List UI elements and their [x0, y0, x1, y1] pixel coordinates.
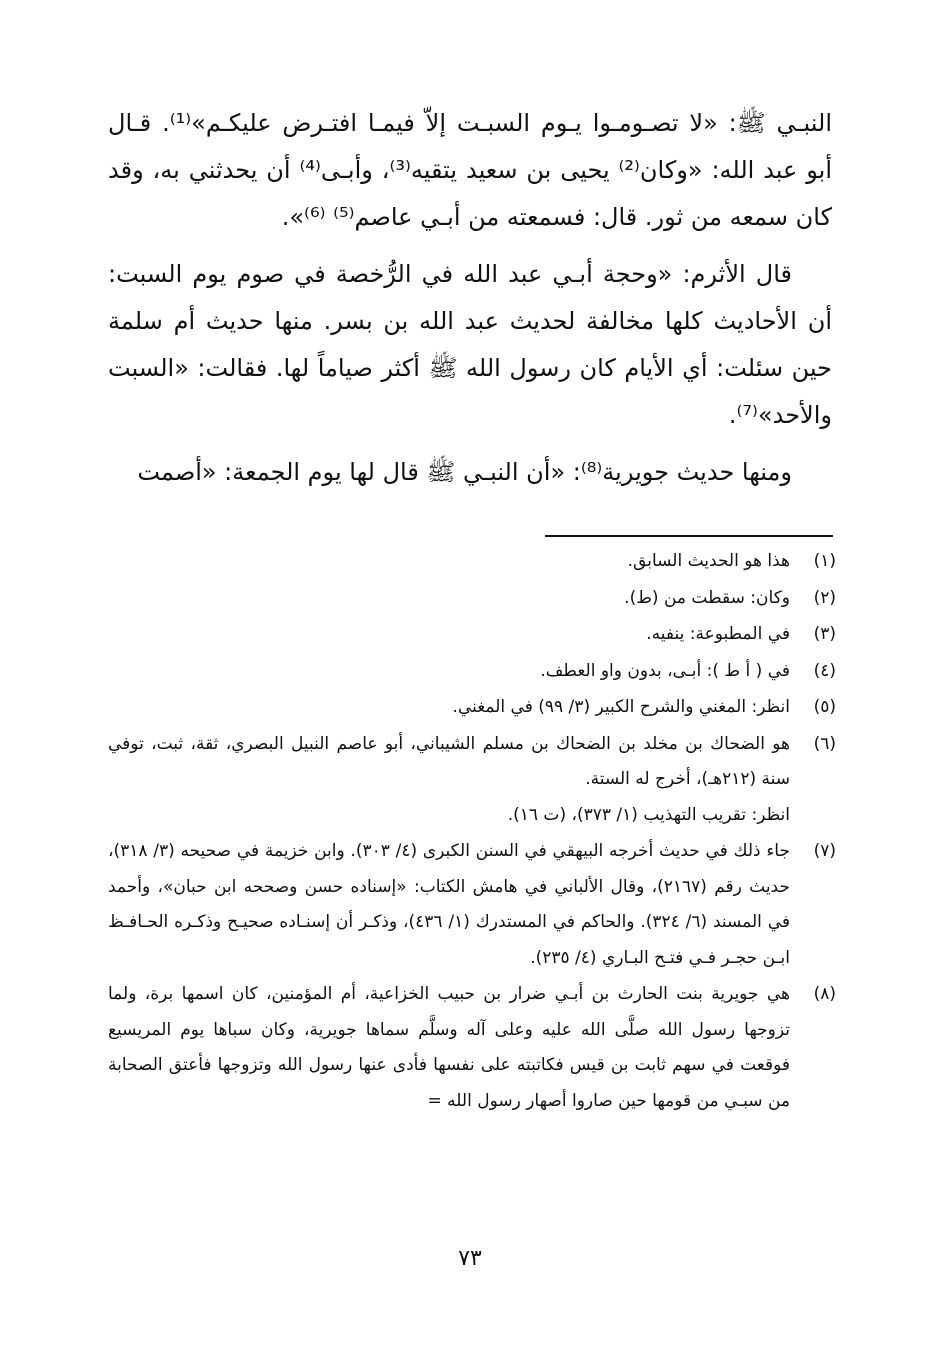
- footnote-text: [108, 617, 790, 653]
- footnote-number: (٢): [813, 587, 836, 608]
- page-number: ٧٣: [458, 1246, 482, 1271]
- footnote-line: هو الضحاك بن مخلد بن الضحاك بن مسلم الشيباني، أبو عاصم النبيل البصري، ثقة، ثبت، توفي سنة (٢١٢هـ)، أخرج له الستة.: [108, 733, 790, 789]
- footnote-text: [108, 727, 790, 834]
- footnote-number: (٣): [813, 624, 836, 644]
- footnote-number: (١): [813, 551, 836, 571]
- footnote-4: [108, 654, 836, 690]
- main-paragraph-1: النبـي ﷺ: «لا تصـومـوا يـوم السبـت إلاّ فيمـا افتـرض عليكـم»⁽¹⁾. قـال أبو عبد الله: «وكان⁽²⁾ يحيى بن سعيد يتقيه⁽³⁾، وأبـى⁽⁴⁾ أن يحدثني به، وقد كان سمعه من ثور. قال: فسمعته من أبـي عاصم⁽⁵⁾ ⁽⁶⁾».: [108, 109, 832, 231]
- footnote-line: جاء ذلك في حديث أخرجه البيهقي في السنن الكبرى (٤/ ٣٠٣). وابن خزيمة في صحيحه (٣/ ٣١٨)، حديث رقم (٢١٦٧)، وقال الألباني في هامش الكتاب: «إسناده حسن وصححه ابن حبان»، وأحمد في المسند (٦/ ٣٢٤). والحاكم في المستدرك (١/ ٤٣٦)، وذكـر أن إسنـاده صحيـح وذكـره الحـافـظ ابـن حجـر فـي فتـح البـاري (٤/ ٢٣٥).: [108, 841, 791, 968]
- footnote-text: [108, 977, 790, 1119]
- footnote-text: [108, 581, 790, 617]
- footnote-text: [108, 834, 790, 976]
- footnote-2: [108, 581, 836, 617]
- footnote-line: هي جويرية بنت الحارث بن أبـي ضرار بن حبيب الخزاعية، أم المؤمنين، كان اسمها برة، ولما تزوجها رسول الله صلَّى الله عليه وعلى آله وسلَّم سماها جويرية، وكان سباها يوم المريسيع فوقعت في سهم ثابت بن قيس فكاتبته على نفسها فأدى عنها رسول الله وتزوجها فأعتق الصحابة من سبـي من قومها حين صاروا أصهار رسول الله =: [108, 984, 790, 1111]
- footnote-line: في ( أ ط ): أبـى، بدون واو العطف.: [540, 660, 790, 681]
- footnote-6: [108, 727, 836, 834]
- footnote-1: [108, 544, 836, 580]
- footnote-7: [108, 834, 836, 976]
- footnote-line: وكان: سقطت من (ط).: [624, 587, 790, 608]
- footnote-line: في المطبوعة: ينفيه.: [646, 624, 790, 644]
- footnote-divider: [545, 535, 833, 537]
- footnote-number: (٦): [813, 733, 836, 754]
- footnote-number: (٥): [813, 697, 836, 717]
- footnote-number: (٤): [813, 660, 836, 681]
- main-text: [108, 100, 832, 496]
- footnote-number: (٨): [813, 984, 836, 1004]
- footnotes: [108, 544, 836, 1120]
- footnote-text: [108, 690, 790, 726]
- footnote-text: [108, 544, 790, 580]
- footnote-line: هذا هو الحديث السابق.: [627, 551, 790, 571]
- footnote-8: [108, 977, 836, 1119]
- footnote-number: (٧): [813, 841, 836, 861]
- footnote-3: [108, 617, 836, 653]
- footnote-text: [108, 654, 790, 690]
- footnote-5: [108, 690, 836, 726]
- footnote-line: انظر: المغني والشرح الكبير (٣/ ٩٩) في المغني.: [452, 697, 790, 717]
- main-paragraph-3: ومنها حديث جويرية⁽⁸⁾: «أن النبـي ﷺ قال لها يوم الجمعة: «أصمت: [137, 458, 792, 486]
- footnote-line: انظر: تقريب التهذيب (١/ ٣٧٣)، (ت ١٦).: [507, 804, 790, 825]
- main-paragraph-2: قال الأثرم: «وحجة أبـي عبد الله في الرُّخصة في صوم يوم السبت: أن الأحاديث كلها مخالفة لحديث عبد الله بن بسر. منها حديث أم سلمة حين سئلت: أي الأيام كان رسول الله ﷺ أكثر صياماً لها. فقالت: «السبت والأحد»⁽⁷⁾.: [108, 260, 832, 429]
